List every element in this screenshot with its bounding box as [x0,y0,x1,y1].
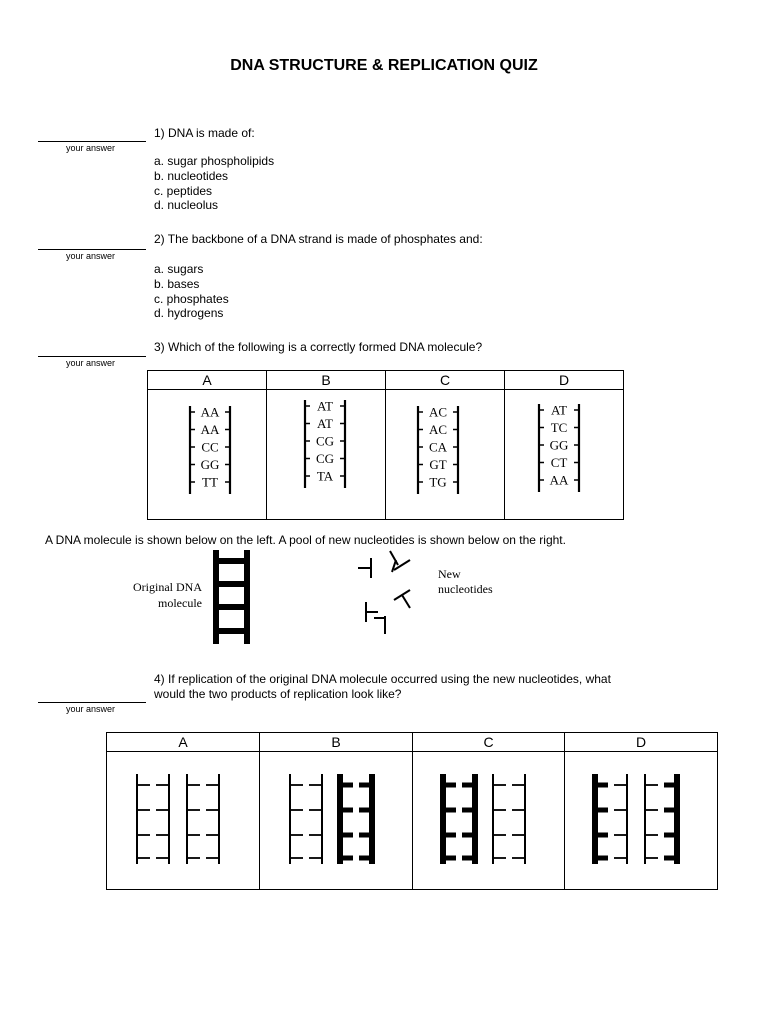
replication-intro: A DNA molecule is shown below on the left. A pool of new nucleotides is shown below on the right. [45,533,566,547]
answer-label-q2: your answer [66,251,116,261]
nucleotide-2 [390,551,412,572]
q3-choice-c [386,390,505,520]
q2-option-c: c. phosphates [154,291,229,306]
answer-label-q4: your answer [66,704,116,714]
q1-options [154,154,274,213]
base-pair-label: AA [200,422,220,437]
base-pair-label: AA [549,472,569,488]
q3-choices-table [147,370,624,520]
replication-products-d [565,752,717,884]
base-pair-label: GT [429,457,447,472]
q1-option-a: a. sugar phospholipids [154,154,275,168]
answer-line-q4[interactable] [38,702,146,703]
q3-choice-b [267,390,386,520]
original-dna-molecule [210,548,254,646]
q3-header-d: D [505,371,624,390]
answer-line-q2[interactable] [38,249,146,250]
question-4-line2: would the two products of replication look like? [154,687,402,701]
replication-products-b [260,752,412,884]
q4-header-d: D [565,733,718,752]
new-nucleotides-label-line2: nucleotides [438,582,493,596]
base-pair-label: TG [429,474,447,490]
q3-choice-a [148,390,267,520]
q4-choice-c [413,752,565,890]
nucleotide-3 [394,590,410,608]
question-2: 2) The backbone of a DNA strand is made of phosphates and: [154,232,483,246]
base-pair-label: CT [550,455,568,470]
q4-header-a: A [107,733,260,752]
ladder-diagram-a [148,390,266,514]
q2-option-d: d. hydrogens [154,306,224,321]
q4-choice-d [565,752,718,890]
q2-option-b: b. bases [154,276,200,291]
nucleotide-1 [358,558,371,578]
ladder-diagram-c [386,390,504,514]
base-pair-label: AT [317,398,333,414]
original-dna-label [110,579,202,611]
replication-products-a [107,752,259,884]
answer-line-q3[interactable] [38,356,146,357]
base-pair-label: AC [428,422,448,437]
q1-option-c: c. peptides [154,183,213,198]
answer-label-q3: your answer [66,358,116,368]
q4-header-c: C [413,733,565,752]
q4-choices-table [106,732,718,890]
base-pair-label: GG [200,457,220,472]
q2-option-a: a. sugars [154,262,204,276]
new-nucleotides-label-line1: New [438,567,461,581]
base-pair-label: AC [428,404,448,420]
base-pair-label: CG [315,451,335,466]
question-4 [154,672,611,702]
question-4-line1: 4) If replication of the original DNA molecule occurred using the new nucleotides, what [154,672,611,686]
q2-options [154,262,229,321]
base-pair-label: TT [202,474,218,490]
q3-header-a: A [148,371,267,390]
answer-line-q1[interactable] [38,141,146,142]
base-pair-label: TC [550,420,568,435]
base-pair-label: AA [200,404,220,420]
q4-choice-a [107,752,260,890]
question-3: 3) Which of the following is a correctly formed DNA molecule? [154,340,483,354]
q1-option-b: b. nucleotides [154,168,229,183]
base-pair-label: TA [316,468,334,484]
replication-products-c [413,752,564,884]
question-1: 1) DNA is made of: [154,126,255,140]
original-dna-label-line2: molecule [158,596,202,610]
q3-header-c: C [386,371,505,390]
q4-header-b: B [260,733,413,752]
q1-option-d: d. nucleolus [154,198,219,213]
base-pair-label: AT [317,416,333,431]
original-dna-label-line1: Original DNA [133,580,202,594]
base-pair-label: AT [551,402,567,418]
answer-label-q1: your answer [66,143,116,153]
q3-choice-d [505,390,624,520]
base-pair-label: CG [315,433,335,449]
new-nucleotides-pool [352,548,418,638]
ladder-diagram-d [505,390,623,514]
q3-header-b: B [267,371,386,390]
new-nucleotides-label [438,567,493,597]
nucleotide-5 [374,616,385,634]
base-pair-label: CA [428,439,448,455]
page-title: DNA STRUCTURE & REPLICATION QUIZ [230,57,538,74]
base-pair-label: CC [201,439,219,455]
ladder-diagram-b [267,390,385,514]
q4-choice-b [260,752,413,890]
base-pair-label: GG [549,437,569,453]
